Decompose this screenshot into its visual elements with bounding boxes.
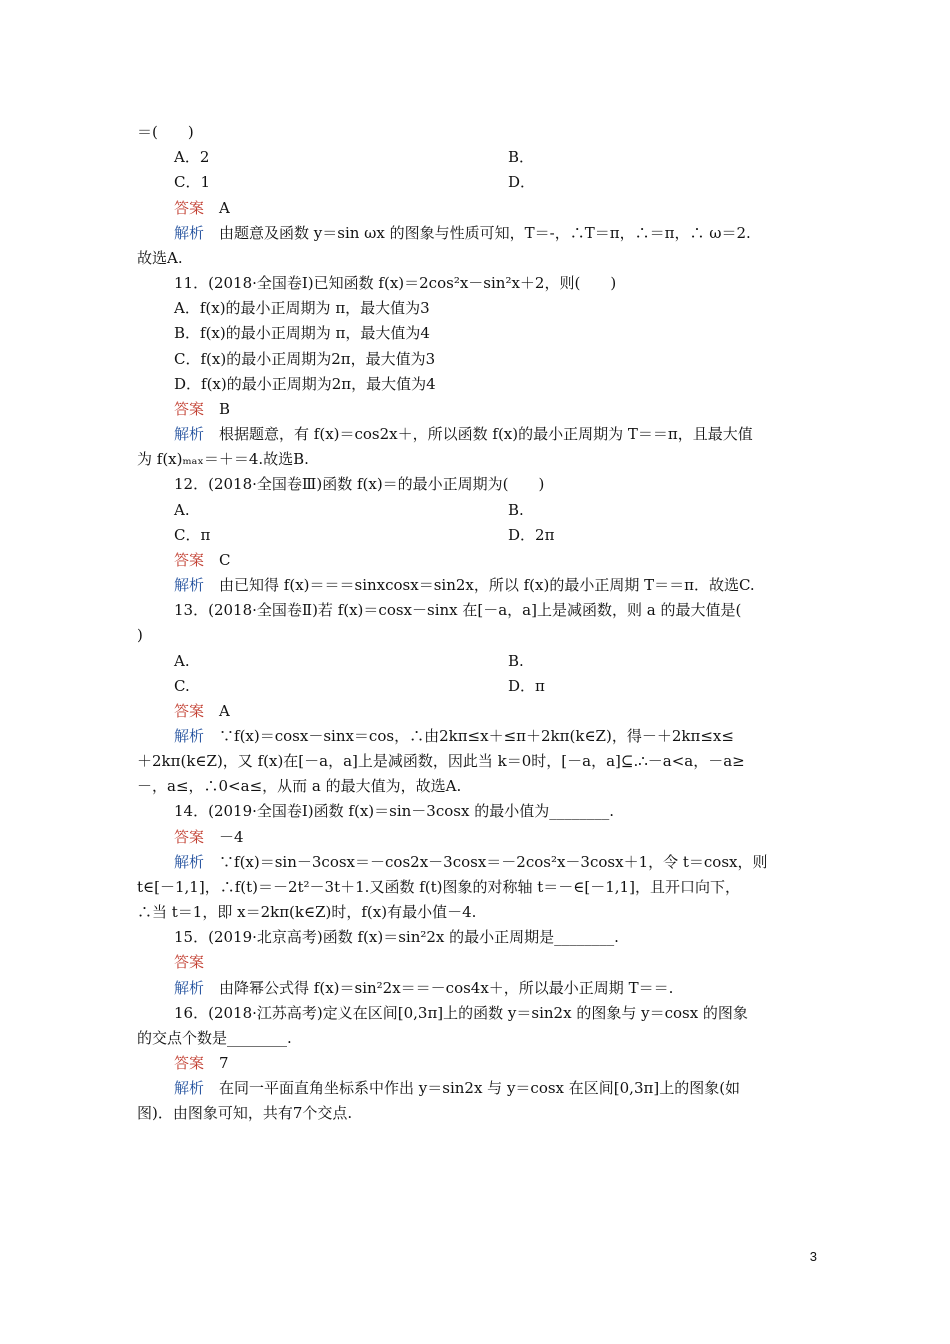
explanation-label: 解析 — [174, 1079, 205, 1097]
text-line — [508, 651, 524, 671]
line-text: D．2π — [508, 526, 555, 544]
line-text: A — [204, 199, 230, 217]
line-text: ) — [137, 626, 143, 644]
text-line — [174, 952, 204, 972]
line-text: ∴当 t＝1，即 x＝2kπ(k∈Z)时，f(x)有最小值－4. — [137, 903, 477, 921]
line-text: D．f(x)的最小正周期为2π，最大值为4 — [174, 375, 436, 393]
text-line — [508, 147, 534, 167]
line-text: B — [204, 400, 231, 418]
line-text: 13．(2018·全国卷Ⅱ)若 f(x)＝cosx－sinx 在[－a，a]上是减函数，则 a 的最大值是( — [174, 601, 742, 619]
text-line — [174, 1078, 740, 1098]
line-text: 由题意及函数 y＝sin ωx 的图象与性质可知，T＝-，∴T＝π，∴＝π，∴ ω＝2. — [204, 224, 751, 242]
text-line — [508, 172, 535, 192]
line-text: A．2 — [174, 148, 210, 166]
line-text: 12．(2018·全国卷Ⅲ)函数 f(x)＝的最小正周期为( ) — [174, 475, 545, 493]
text-line — [174, 801, 614, 821]
answer-label: 答案 — [174, 953, 205, 971]
text-line — [174, 273, 616, 293]
line-text: C．f(x)的最小正周期为2π，最大值为3 — [174, 350, 436, 368]
line-text: 由降幂公式得 f(x)＝sin²2x＝＝－cos4x＋，所以最小正周期 T＝＝. — [204, 979, 674, 997]
text-line — [174, 223, 751, 243]
explanation-label: 解析 — [174, 853, 205, 871]
text-line — [174, 852, 768, 872]
line-text: 为 f(x)ₘₐₓ＝＋＝4.故选B. — [137, 450, 309, 468]
line-text: 的交点个数是________. — [137, 1029, 292, 1047]
answer-label: 答案 — [174, 1054, 205, 1072]
line-text: t∈[－1,1]，∴f(t)＝－2t²－3t＋1.又函数 f(t)图象的对称轴 t＝－∈[－1,1]，且开口向下， — [137, 878, 740, 896]
text-line — [174, 525, 210, 545]
text-line — [508, 525, 554, 545]
answer-label: 答案 — [174, 199, 205, 217]
text-line — [174, 550, 231, 570]
answer-label: 答案 — [174, 828, 205, 846]
text-line — [174, 600, 741, 620]
text-line — [137, 1028, 292, 1048]
line-text: A．f(x)的最小正周期为 π，最大值为3 — [174, 299, 430, 317]
explanation-label: 解析 — [174, 727, 205, 745]
text-line — [174, 500, 190, 520]
text-line — [508, 500, 524, 520]
line-text: C．1 — [174, 173, 211, 191]
text-line — [174, 474, 544, 494]
explanation-label: 解析 — [174, 425, 205, 443]
line-text: ＝( ) — [137, 123, 194, 141]
line-text: C — [204, 551, 231, 569]
text-line — [137, 902, 476, 922]
line-text: －4 — [204, 828, 244, 846]
text-line — [174, 198, 230, 218]
text-line — [174, 1053, 229, 1073]
text-line — [174, 147, 209, 167]
line-text: 由已知得 f(x)＝＝＝sinxcosx＝sin2x，所以 f(x)的最小正周期 T＝＝π．故选C. — [204, 576, 755, 594]
line-text: 11．(2018·全国卷Ⅰ)已知函数 f(x)＝2cos²x－sin²x＋2，则( ) — [174, 274, 617, 292]
line-text: ∵f(x)＝sin－3cosx＝－cos2x－3cosx＝－2cos²x－3cosx＋1，令 t＝cosx，则 — [204, 853, 768, 871]
text-line — [174, 172, 210, 192]
text-line — [137, 776, 461, 796]
text-line — [174, 726, 734, 746]
text-line — [174, 676, 190, 696]
text-line — [174, 927, 619, 947]
line-text: 16．(2018·江苏高考)定义在区间[0,3π]上的函数 y＝sin2x 的图象与 y＝cosx 的图象 — [174, 1004, 748, 1022]
line-text: ∵f(x)＝cosx－sinx＝cos，∴由2kπ≤x＋≤π＋2kπ(k∈Z)，得－＋2kπ≤x≤ — [204, 727, 734, 745]
text-line — [137, 625, 143, 645]
text-line — [174, 399, 230, 419]
text-line — [174, 827, 244, 847]
text-line — [174, 978, 673, 998]
text-line — [137, 1103, 352, 1123]
explanation-label: 解析 — [174, 224, 205, 242]
text-line — [174, 701, 230, 721]
answer-label: 答案 — [174, 551, 205, 569]
line-text: C．π — [174, 526, 211, 544]
text-line — [174, 1003, 748, 1023]
text-line — [508, 676, 545, 696]
text-line — [137, 751, 745, 771]
text-line — [174, 651, 190, 671]
text-line — [137, 122, 194, 142]
line-text: B. — [508, 652, 524, 670]
line-text: B. — [508, 501, 524, 519]
page-number: 3 — [809, 1249, 817, 1264]
explanation-label: 解析 — [174, 576, 205, 594]
line-text: 故选A. — [137, 249, 183, 267]
line-text: 在同一平面直角坐标系中作出 y＝sin2x 与 y＝cosx 在区间[0,3π]上的图象(如 — [204, 1079, 741, 1097]
line-text: 7 — [204, 1054, 229, 1072]
line-text: 15．(2019·北京高考)函数 f(x)＝sin²2x 的最小正周期是________. — [174, 928, 619, 946]
text-line — [137, 449, 309, 469]
text-line — [174, 374, 436, 394]
explanation-label: 解析 — [174, 979, 205, 997]
text-line — [137, 877, 740, 897]
line-text: C. — [174, 677, 190, 695]
line-text: D．π — [508, 677, 545, 695]
line-text: B． — [508, 148, 535, 166]
line-text: B．f(x)的最小正周期为 π，最大值为4 — [174, 324, 430, 342]
line-text: 14．(2019·全国卷Ⅰ)函数 f(x)＝sin－3cosx 的最小值为________. — [174, 802, 614, 820]
text-line — [137, 248, 183, 268]
line-text: D． — [508, 173, 536, 191]
text-line — [174, 349, 435, 369]
text-line — [174, 298, 430, 318]
line-text: A. — [174, 501, 190, 519]
text-line — [174, 424, 753, 444]
answer-label: 答案 — [174, 702, 205, 720]
line-text: ＋2kπ(k∈Z)，又 f(x)在[－a，a]上是减函数，因此当 k＝0时，[－a，a]⊆.∴－a<a，－a≥ — [137, 752, 745, 770]
text-line — [174, 323, 430, 343]
answer-label: 答案 — [174, 400, 205, 418]
line-text: －，a≤，∴0<a≤，从而 a 的最大值为，故选A. — [137, 777, 462, 795]
line-text: A — [204, 702, 230, 720]
line-text: 图)．由图象可知，共有7个交点. — [137, 1104, 353, 1122]
text-line — [174, 575, 755, 595]
line-text: 根据题意，有 f(x)＝cos2x＋，所以函数 f(x)的最小正周期为 T＝＝π，且最大值 — [204, 425, 753, 443]
line-text: A. — [174, 652, 190, 670]
